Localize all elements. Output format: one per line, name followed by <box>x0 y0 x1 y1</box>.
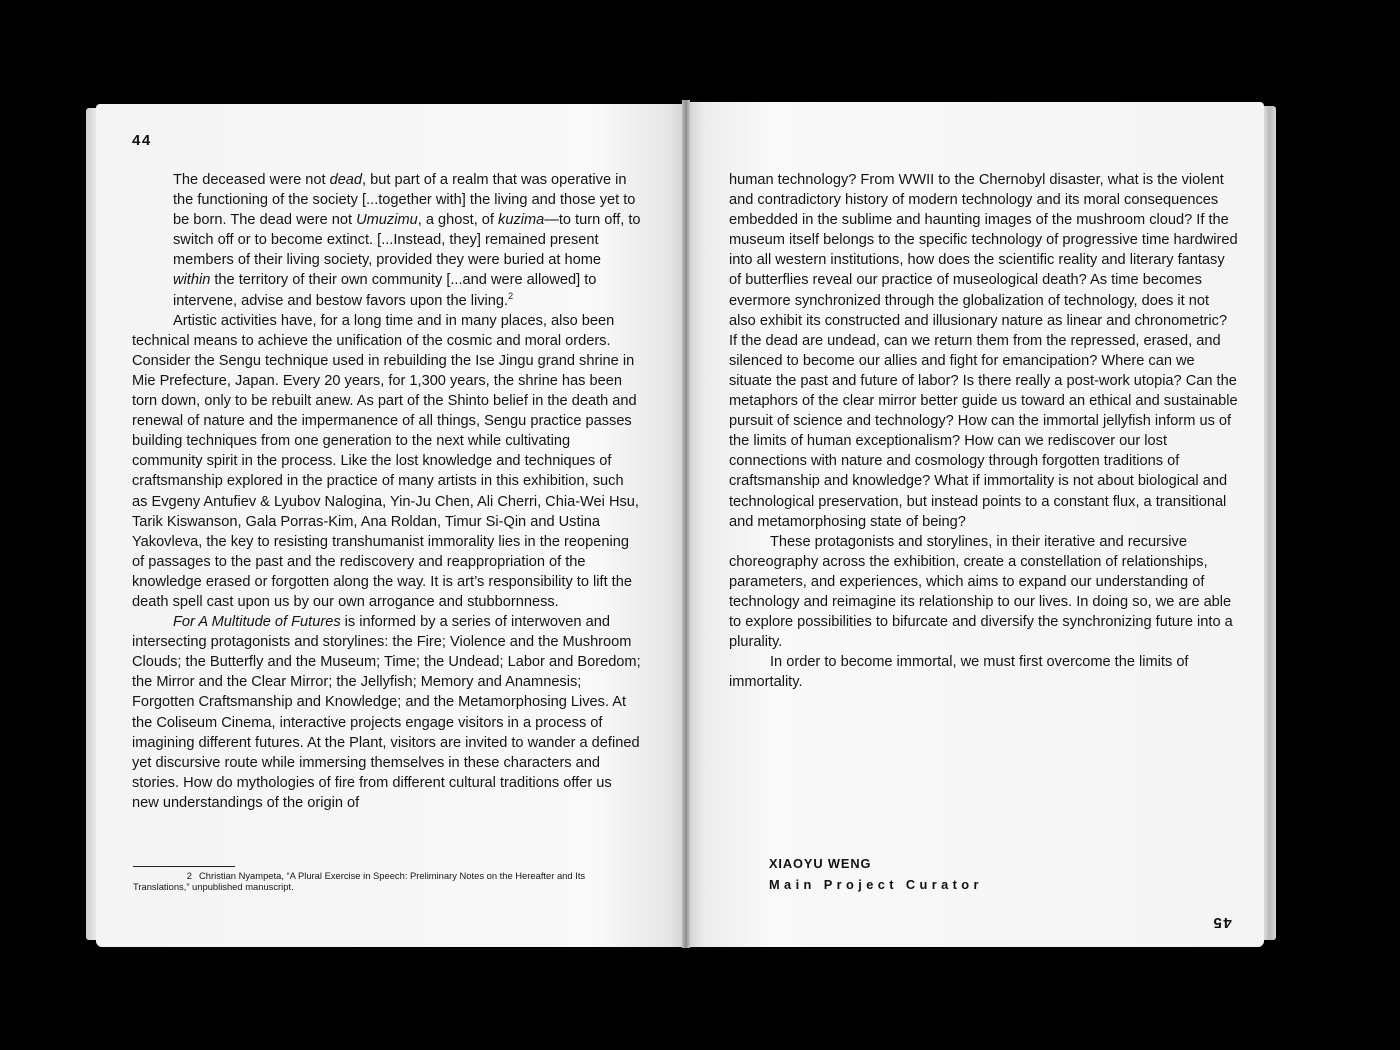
body-paragraph: In order to become immortal, we must first overcome the limits of immortality. <box>729 654 1189 691</box>
footnote-ref: 2 <box>508 290 514 301</box>
block-quote: The deceased were not dead, but part of a realm that was operative in the functioning of the society [...together with] the living and those yet to be born. The dead were not Umuzimu, a ghost, of kuzima—to turn off, to switch off or to become extinct. [...Instead, they] remained present members of their living society, provided they were buried at home within the territory of their own community [...and were allowed] to intervene, advise and bestow favors upon the living.$^2$ <box>173 172 641 309</box>
author-role: Main Project Curator <box>769 877 983 892</box>
body-paragraph: These protagonists and storylines, in their iterative and recursive choreography across the exhibition, create a constellation of relationships, parameters, and experiences, which aims to expand our understanding of technology and reimagine its relationship to our lives. In doing so, we are able to explore possibilities to bifurcate and diversify the synchronizing future into a plurality. <box>729 533 1233 651</box>
body-paragraph: human technology? From WWII to the Chernobyl disaster, what is the violent and contradictory history of modern technology and its moral consequences embedded in the sublime and haunting images of the mushroom cloud? If the museum itself belongs to the specific technology of progressive time hardwired into all western institutions, how does the scientific reality and literary fantasy of butterflies reveal our practice of museological death? As time becomes evermore synchronized through the globalization of technology, does it not also exhibit its constructed and illusionary nature as linear and chronometric? If the dead are undead, can we return them from the repressed, erased, and silenced to become our allies and fight for emancipation? Where can we situate the past and future of labor? Is there really a post-work utopia? Can the metaphors of the clear mirror better guide us toward an ethical and sustainable pursuit of science and technology? How can the immortal jellyfish inform us of the limits of human exceptionalism? How can we rediscover our lost connections with nature and cosmology through forgotten traditions of craftsmanship and knowledge? What if immortality is not about biological and technological preservation, but instead points to a constant flux, a transitional and metamorphosing state of being? <box>729 172 1238 530</box>
author-name: XIAOYU WENG <box>769 856 872 871</box>
body-paragraph: For A Multitude of Futures is informed by a series of interwoven and intersecting protagonists and storylines: the Fire; Violence and the Mushroom Clouds; the Butterfly and the Museum; Time; the Undead; Labor and Boredom; the Mirror and the Clear Mirror; the Jellyfish; Memory and Anamnesis; Forgotten Craftsmanship and Knowledge; and the Metamorphosing Lives. At the Coliseum Cinema, interactive projects engage visitors in a process of imagining different futures. At the Plant, visitors are invited to wander a defined yet discursive route while immersing themselves in these characters and stories. How do mythologies of fire from different cultural traditions offer us new understandings of the origin of <box>132 614 641 811</box>
book-gutter <box>682 100 690 948</box>
footnote: 2 Christian Nyampeta, “A Plural Exercise in Speech: Preliminary Notes on the Hereafter and Its Translations,” unpublished manuscript. <box>133 870 586 892</box>
page-number-left: 44 <box>132 132 152 149</box>
page-number-right: 45 <box>1212 914 1232 931</box>
left-column <box>132 170 642 813</box>
right-column <box>729 170 1239 692</box>
body-paragraph: Artistic activities have, for a long time and in many places, also been technical means to achieve the unification of the cosmic and moral orders. Consider the Sengu technique used in rebuilding the Ise Jingu grand shrine in Mie Prefecture, Japan. Every 20 years, for 1,300 years, the shrine has been torn down, only to be rebuilt anew. As part of the Shinto belief in the death and renewal of nature and the impermanence of all things, Sengu practice passes building techniques from one generation to the next while cultivating community spirit in the process. Like the lost knowledge and techniques of craftsmanship explored in the practice of many artists in this exhibition, such as Evgeny Antufiev & Lyubov Nalogina, Yin-Ju Chen, Ali Cherri, Chia-Wei Hsu, Tarik Kiswanson, Gala Porras-Kim, Ana Roldan, Timur Si-Qin and Ustina Yakovleva, the key to resisting transhumanist immorality lies in the reopening of passages to the past and the rediscovery and reappropriation of the knowledge erased or forgotten along the way. It is art’s responsibility to lift the death spell cast upon us by our own arrogance and stubbornness. <box>132 312 639 610</box>
footnote-divider <box>133 866 235 867</box>
